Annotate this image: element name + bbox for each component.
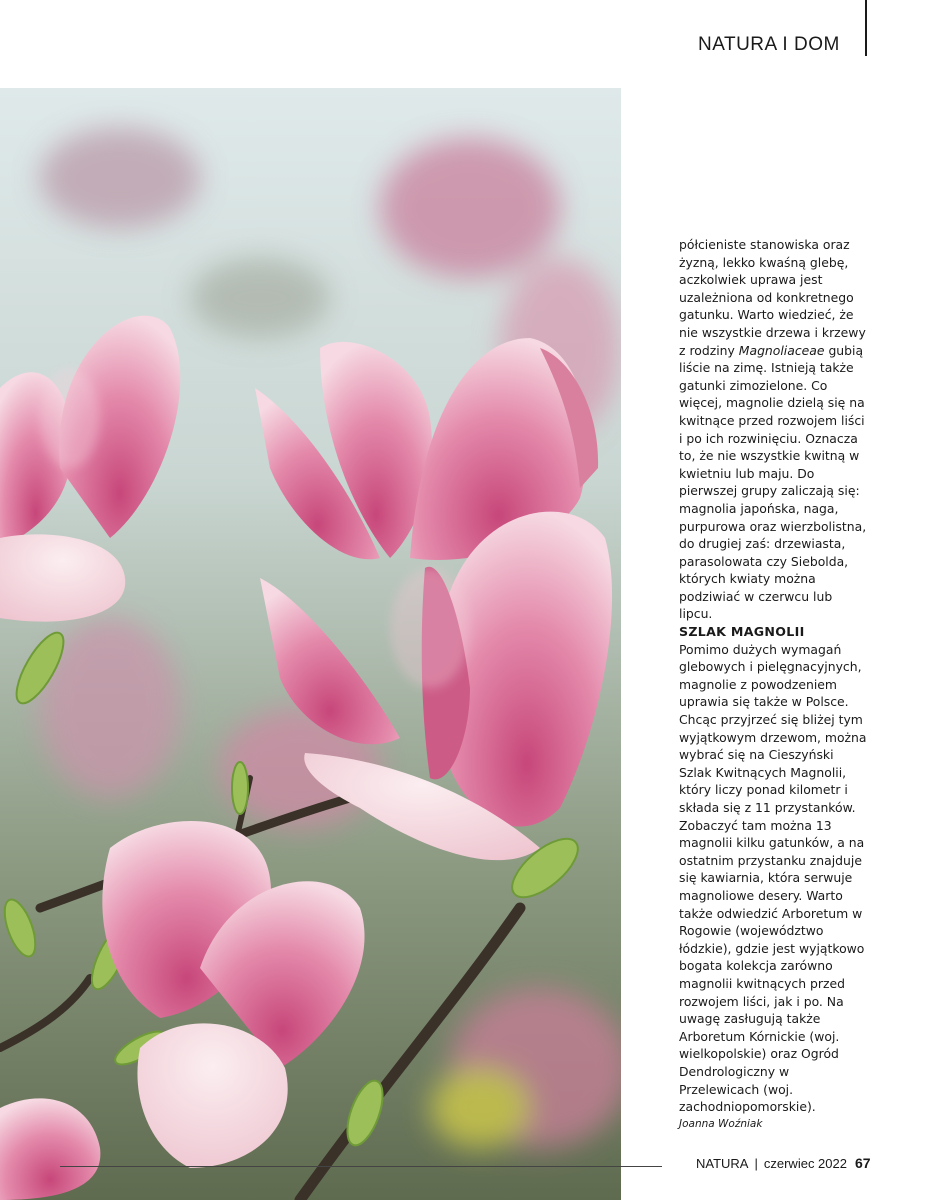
author-byline: Joanna Woźniak bbox=[679, 1117, 763, 1130]
subheading: SZLAK MAGNOLII bbox=[679, 624, 805, 640]
header-rule bbox=[865, 0, 867, 56]
article-paragraph-2: Pomimo dużych wymagań glebowych i pielęgnacyjnych, magnolie z powodzeniem uprawia się także w Polsce. Chcąc przyjrzeć się bliżej tym wyjątkowym drzewom, można wybrać się na Cieszyński Szlak Kwitnących Magnolii, który liczy ponad kilometr i składa się z 11 przystanków. Zobaczyć tam można 13 magnolii kilku gatunków, a na ostatnim przystanku znajduje się kawiarnia, która serwuje magnoliowe desery. Warto także odwiedzić Arboretum w Rogowie (województwo łódzkie), gdzie jest wyjątkowo bogata kolekcja zarówno magnolii kwitnących przed rozwojem liści, jak i po. Na uwagę zasługują także Arboretum Kórnickie (woj. wielkopolskie) oraz Ogród Dendrologiczny w Przelewicach (woj. zachodniopomorskie). bbox=[679, 641, 867, 1115]
page-footer bbox=[696, 1155, 871, 1171]
article-paragraph-1-end: gubią liście na zimę. Istnieją także gatunki zimozielone. Co więcej, magnolie dzielą się na kwitnące przed rozwojem liści i po ich rozwinięciu. Oznacza to, że nie wszystkie kwitną w kwietniu lub maju. Do pierwszej grupy zaliczają się: magnolia japońska, naga, purpurowa oraz wierzbolistna, do drugiej zaś: drzewiasta, parasolowata czy Siebolda, których kwiaty można podziwiać w czerwcu lub lipcu. bbox=[679, 342, 867, 622]
section-header: NATURA I DOM bbox=[698, 34, 840, 55]
magnolia-photo bbox=[0, 88, 621, 1200]
page-number: 67 bbox=[854, 1155, 871, 1171]
article-paragraph-1 bbox=[679, 236, 869, 623]
footer-magazine: NATURA bbox=[696, 1156, 749, 1171]
article-column bbox=[679, 236, 869, 1133]
latin-family-name: Magnoliaceae bbox=[738, 342, 825, 358]
article-paragraph-1-start: półcieniste stanowiska oraz żyzną, lekko kwaśną glebę, aczkolwiek uprawa jest uzależniona od konkretnego gatunku. Warto wiedzieć, że nie wszystkie drzewa i krzewy z rodziny bbox=[679, 237, 866, 358]
footer-separator: | bbox=[754, 1156, 758, 1171]
footer-rule bbox=[60, 1166, 662, 1167]
footer-issue: czerwiec 2022 bbox=[763, 1156, 847, 1171]
